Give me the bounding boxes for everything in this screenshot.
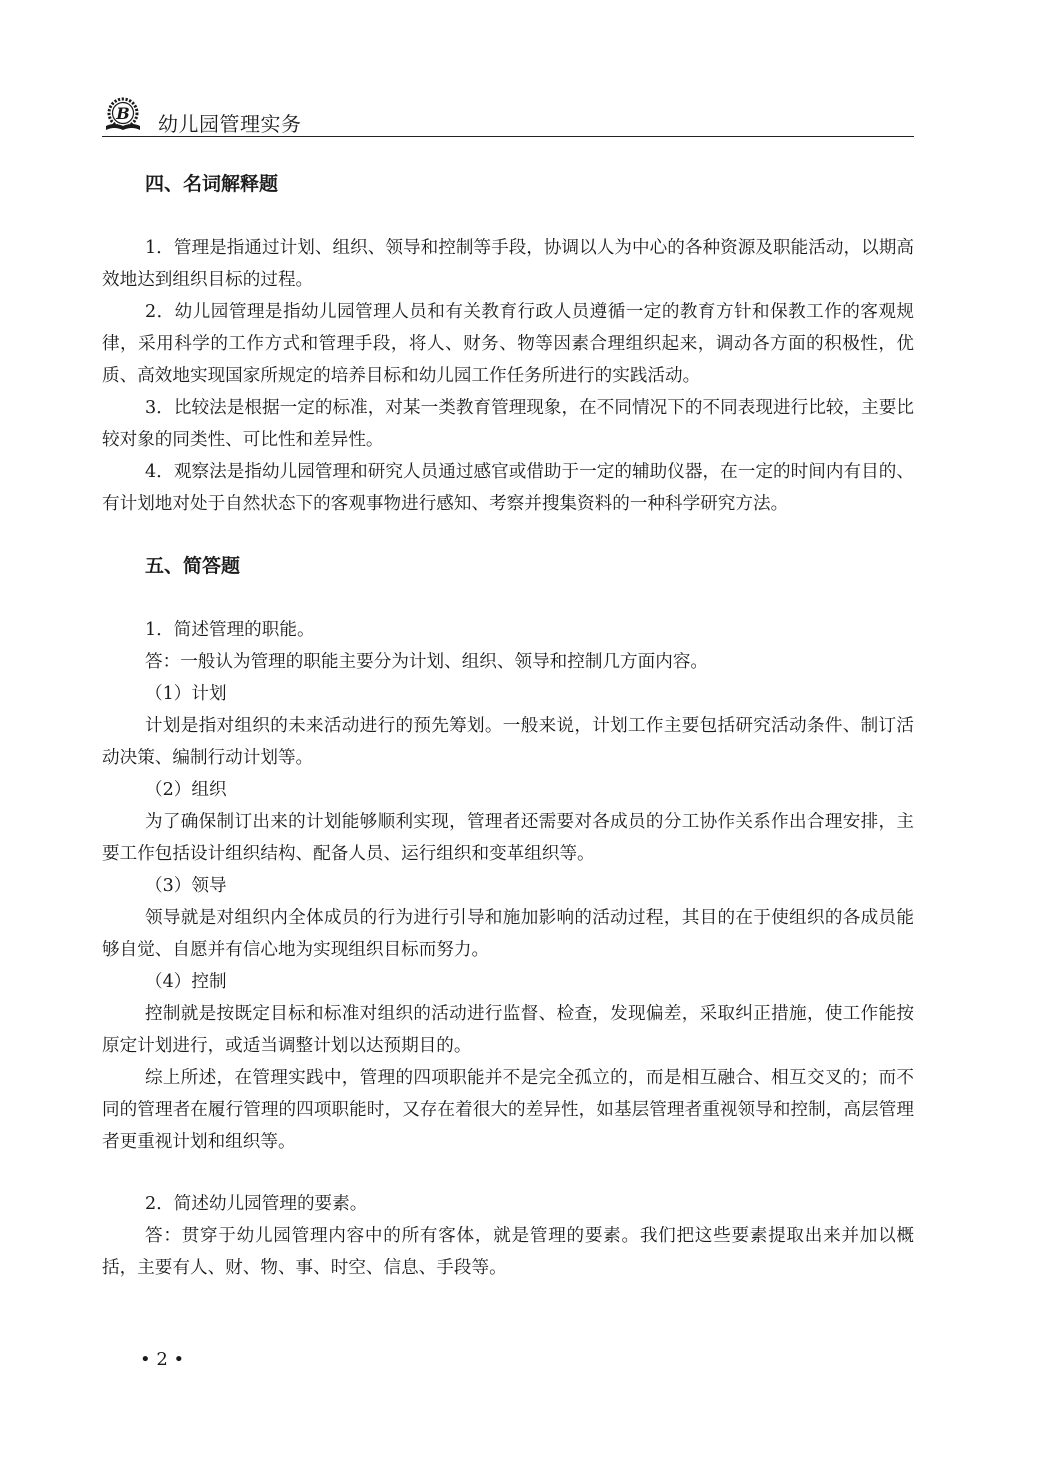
paragraph-organize: 为了确保制订出来的计划能够顺利实现，管理者还需要对各成员的分工协作关系作出合理安排，主要工作包括设计组织结构、配备人员、运行组织和变革组织等。 [102, 812, 914, 864]
page-number: • 2 • [140, 1349, 185, 1370]
definition-item: 3．比较法是根据一定的标准，对某一类教育管理现象，在不同情况下的不同表现进行比较，主要比较对象的同类性、可比性和差异性。 [102, 398, 914, 450]
paragraph-control: 控制就是按既定目标和标准对组织的活动进行监督、检查，发现偏差，采取纠正措施，使工作能按原定计划进行，或适当调整计划以达预期目的。 [102, 1004, 914, 1056]
section-title-short-answer: 五、简答题 [145, 555, 241, 577]
svg-text:B: B [116, 104, 130, 123]
question-1: 1．简述管理的职能。 [145, 620, 315, 640]
subheading-lead: （3）领导 [145, 876, 227, 896]
paragraph-lead: 领导就是对组织内全体成员的行为进行引导和施加影响的活动过程，其目的在于使组织的各成员能够自觉、自愿并有信心地为实现组织目标而努力。 [102, 908, 914, 960]
subheading-organize: （2）组织 [145, 780, 227, 800]
summary-paragraph: 综上所述，在管理实践中，管理的四项职能并不是完全孤立的，而是相互融合、相互交叉的；而不同的管理者在履行管理的四项职能时，又存在着很大的差异性，如基层管理者重视领导和控制，高层管理者更重视计划和组织等。 [102, 1068, 914, 1152]
section-title-definitions: 四、名词解释题 [145, 173, 279, 195]
page-content [102, 168, 914, 1284]
book-gear-logo-icon [102, 96, 144, 134]
answer-2: 答：贯穿于幼儿园管理内容中的所有客体，就是管理的要素。我们把这些要素提取出来并加以概括，主要有人、财、物、事、时空、信息、手段等。 [102, 1226, 914, 1278]
definition-item: 4．观察法是指幼儿园管理和研究人员通过感官或借助于一定的辅助仪器，在一定的时间内有目的、有计划地对处于自然状态下的客观事物进行感知、考察并搜集资料的一种科学研究方法。 [102, 462, 914, 514]
question-2: 2．简述幼儿园管理的要素。 [145, 1194, 368, 1214]
subheading-plan: （1）计划 [145, 684, 227, 704]
paragraph-plan: 计划是指对组织的未来活动进行的预先筹划。一般来说，计划工作主要包括研究活动条件、制订活动决策、编制行动计划等。 [102, 716, 914, 768]
header-title: 幼儿园管理实务 [158, 112, 302, 136]
definition-item: 1．管理是指通过计划、组织、领导和控制等手段，协调以人为中心的各种资源及职能活动，以期高效地达到组织目标的过程。 [102, 238, 914, 290]
definition-item: 2．幼儿园管理是指幼儿园管理人员和有关教育行政人员遵循一定的教育方针和保教工作的客观规律，采用科学的工作方式和管理手段，将人、财务、物等因素合理组织起来，调动各方面的积极性，优质、高效地实现国家所规定的培养目标和幼儿园工作任务所进行的实践活动。 [102, 302, 914, 386]
answer-1: 答：一般认为管理的职能主要分为计划、组织、领导和控制几方面内容。 [145, 652, 709, 672]
subheading-control: （4）控制 [145, 972, 227, 992]
page-header [102, 96, 914, 137]
